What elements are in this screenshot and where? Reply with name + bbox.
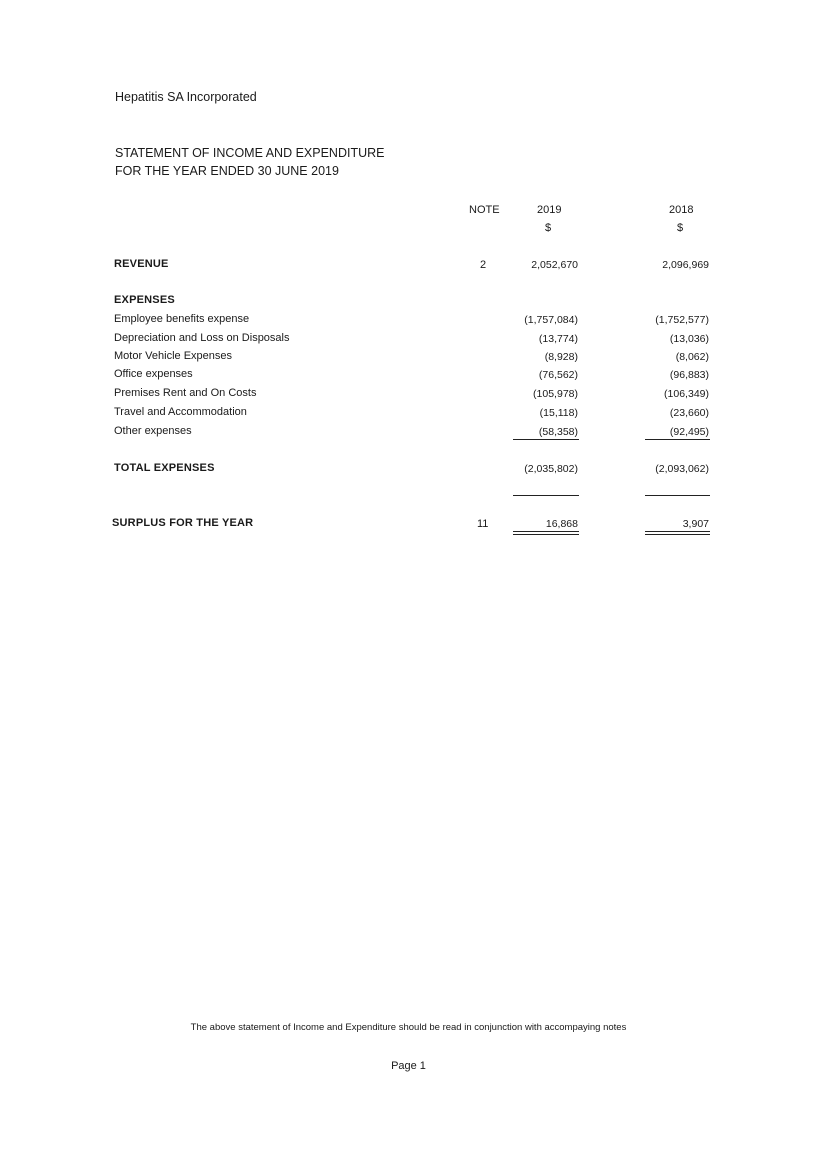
surplus-2019: 16,868 — [545, 518, 578, 530]
expense-2019: (8,928) — [544, 351, 578, 363]
currency-symbol-2019: $ — [545, 222, 552, 234]
subtotal-rule-2018 — [645, 439, 710, 440]
expense-2019: (1,757,084) — [524, 314, 578, 326]
expense-2018: (106,349) — [664, 388, 709, 400]
expense-2018: (13,036) — [669, 333, 709, 345]
surplus-2018: 3,907 — [682, 518, 709, 530]
total-rule-2018 — [645, 495, 710, 496]
expense-label: Office expenses — [114, 368, 193, 380]
expense-label: Travel and Accommodation — [114, 406, 247, 418]
expense-2018: (8,062) — [675, 351, 709, 363]
total-expenses-2018: (2,093,062) — [655, 463, 709, 475]
column-header-note: NOTE — [469, 204, 500, 216]
statement-period: FOR THE YEAR ENDED 30 JUNE 2019 — [115, 164, 339, 178]
expenses-heading: EXPENSES — [114, 294, 175, 306]
subtotal-rule-2019 — [513, 439, 579, 440]
surplus-double-rule-bottom-2019 — [513, 534, 579, 535]
currency-symbol-2018: $ — [677, 222, 684, 234]
expense-2019: (13,774) — [538, 333, 578, 345]
statement-footnote: The above statement of Income and Expenditure should be read in conjunction with accompaying notes — [190, 1022, 627, 1033]
expense-2018: (96,883) — [669, 369, 709, 381]
expense-2019: (15,118) — [539, 407, 578, 419]
surplus-double-rule-bottom-2018 — [645, 534, 710, 535]
revenue-label: REVENUE — [114, 258, 169, 270]
column-header-2018: 2018 — [669, 204, 694, 216]
organisation-name: Hepatitis SA Incorporated — [115, 90, 257, 104]
total-expenses-label: TOTAL EXPENSES — [114, 462, 215, 474]
revenue-2018: 2,096,969 — [662, 259, 709, 271]
statement-title: STATEMENT OF INCOME AND EXPENDITURE — [115, 146, 385, 160]
expense-label: Other expenses — [114, 425, 192, 437]
expense-2019: (76,562) — [538, 369, 578, 381]
expense-2019: (105,978) — [533, 388, 578, 400]
expense-2018: (23,660) — [669, 407, 709, 419]
expense-2018: (1,752,577) — [655, 314, 709, 326]
surplus-double-rule-top-2019 — [513, 531, 579, 532]
expense-2018: (92,495) — [669, 426, 709, 438]
expense-label: Premises Rent and On Costs — [114, 387, 257, 399]
page-number: Page 1 — [391, 1060, 426, 1072]
total-rule-2019 — [513, 495, 579, 496]
revenue-note: 2 — [480, 259, 487, 271]
revenue-2019: 2,052,670 — [531, 259, 578, 271]
total-expenses-2019: (2,035,802) — [524, 463, 578, 475]
expense-2019: (58,358) — [538, 426, 578, 438]
column-header-2019: 2019 — [537, 204, 562, 216]
surplus-label: SURPLUS FOR THE YEAR — [112, 517, 254, 529]
expense-label: Motor Vehicle Expenses — [114, 350, 233, 362]
expense-label: Depreciation and Loss on Disposals — [114, 332, 290, 344]
surplus-double-rule-top-2018 — [645, 531, 710, 532]
surplus-note: 11 — [477, 518, 489, 530]
expense-label: Employee benefits expense — [114, 313, 250, 325]
